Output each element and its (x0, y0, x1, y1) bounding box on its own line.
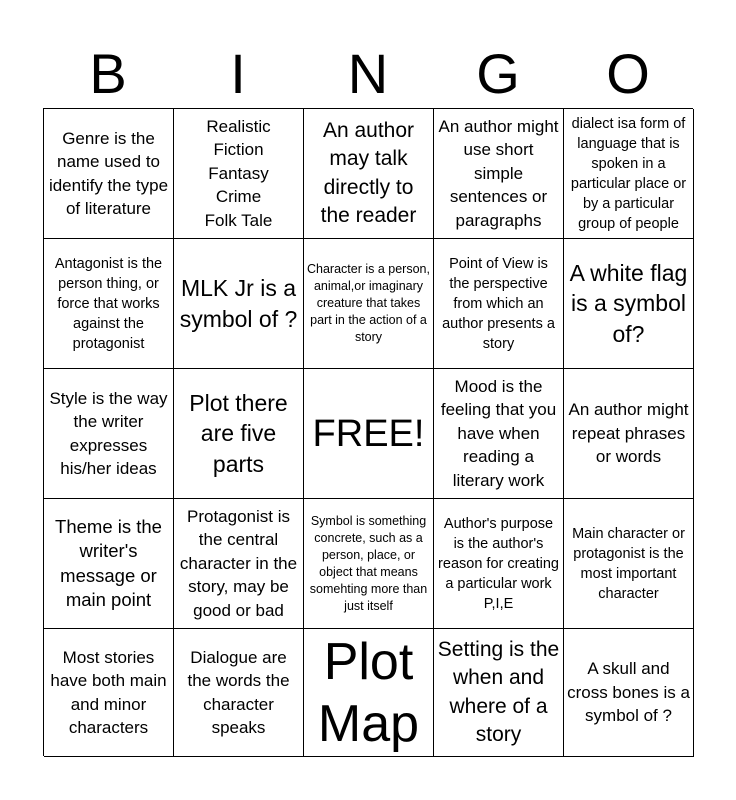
bingo-cell-r3c2[interactable] (174, 369, 304, 499)
bingo-cell-r5c5[interactable] (564, 629, 694, 757)
cell-text: Point of View is the perspective from which an author presents a story (442, 255, 555, 352)
cell-text: Mood is the feeling that you have when reading a literary work (440, 376, 557, 490)
header-letter-o: O (606, 42, 650, 105)
cell-text: MLK Jr is a symbol of ? (179, 275, 298, 332)
header-letter-i: I (230, 42, 246, 105)
cell-text: Author's purpose is the author's reason for creating a particular work P,I,E (438, 515, 559, 612)
bingo-cell-r1c5[interactable] (564, 109, 694, 239)
bingo-cell-r1c2[interactable] (174, 109, 304, 239)
cell-text: Character is a person, animal,or imaginary creature that takes part in the action of a story (307, 262, 430, 344)
cell-text: Setting is the when and where of a story (437, 637, 560, 746)
bingo-cell-r1c1[interactable] (44, 109, 174, 239)
bingo-cell-r5c4[interactable] (434, 629, 564, 757)
cell-text: Dialogue are the words the character speaks (187, 647, 290, 737)
bingo-cell-free[interactable] (304, 369, 434, 499)
cell-text: An author might use short simple sentences or paragraphs (438, 116, 559, 230)
cell-text: An author may talk directly to the reader (320, 118, 417, 227)
header-letter-n: N (347, 42, 389, 105)
bingo-cell-r1c3[interactable] (304, 109, 434, 239)
bingo-cell-r4c3[interactable] (304, 499, 434, 629)
cell-text: Main character or protagonist is the most important character (572, 525, 685, 602)
bingo-header (43, 40, 693, 108)
cell-text: Plot Map (317, 632, 420, 753)
cell-text: A white flag is a symbol of? (569, 259, 688, 347)
bingo-cell-r2c1[interactable] (44, 239, 174, 369)
bingo-cell-r2c4[interactable] (434, 239, 564, 369)
cell-text: Realistic Fiction Fantasy Crime Folk Tale (204, 116, 273, 230)
cell-text: Protagonist is the central character in the story, may be good or bad (179, 506, 298, 620)
bingo-cell-r5c1[interactable] (44, 629, 174, 757)
bingo-board (43, 108, 693, 756)
bingo-cell-r3c5[interactable] (564, 369, 694, 499)
bingo-cell-r2c3[interactable] (304, 239, 434, 369)
cell-text: Antagonist is the person thing, or force that works against the protagonist (54, 255, 163, 352)
bingo-cell-r4c5[interactable] (564, 499, 694, 629)
bingo-cell-r5c2[interactable] (174, 629, 304, 757)
cell-text: Plot there are five parts (189, 389, 288, 477)
bingo-cell-r1c4[interactable] (434, 109, 564, 239)
cell-text: Theme is the writer's message or main point (55, 515, 162, 610)
header-letter-g: G (476, 42, 520, 105)
bingo-cell-r3c4[interactable] (434, 369, 564, 499)
bingo-cell-r3c1[interactable] (44, 369, 174, 499)
bingo-cell-r4c4[interactable] (434, 499, 564, 629)
cell-text: An author might repeat phrases or words (568, 400, 689, 467)
cell-text: Genre is the name used to identify the type of literature (48, 128, 169, 218)
cell-text: Symbol is something concrete, such as a person, place, or object that means somehting more than just itself (309, 513, 428, 613)
bingo-cell-r2c5[interactable] (564, 239, 694, 369)
cell-text: Style is the way the writer expresses his/her ideas (49, 388, 168, 478)
cell-text: FREE! (312, 412, 425, 455)
bingo-cell-r4c1[interactable] (44, 499, 174, 629)
bingo-cell-r4c2[interactable] (174, 499, 304, 629)
bingo-cell-r5c3[interactable] (304, 629, 434, 757)
cell-text: dialect isa form of language that is spoken in a particular place or by a particular group of people (570, 115, 687, 232)
header-letter-b: B (89, 42, 127, 105)
cell-text: A skull and cross bones is a symbol of ? (567, 659, 690, 726)
bingo-cell-r2c2[interactable] (174, 239, 304, 369)
cell-text: Most stories have both main and minor characters (50, 647, 167, 737)
